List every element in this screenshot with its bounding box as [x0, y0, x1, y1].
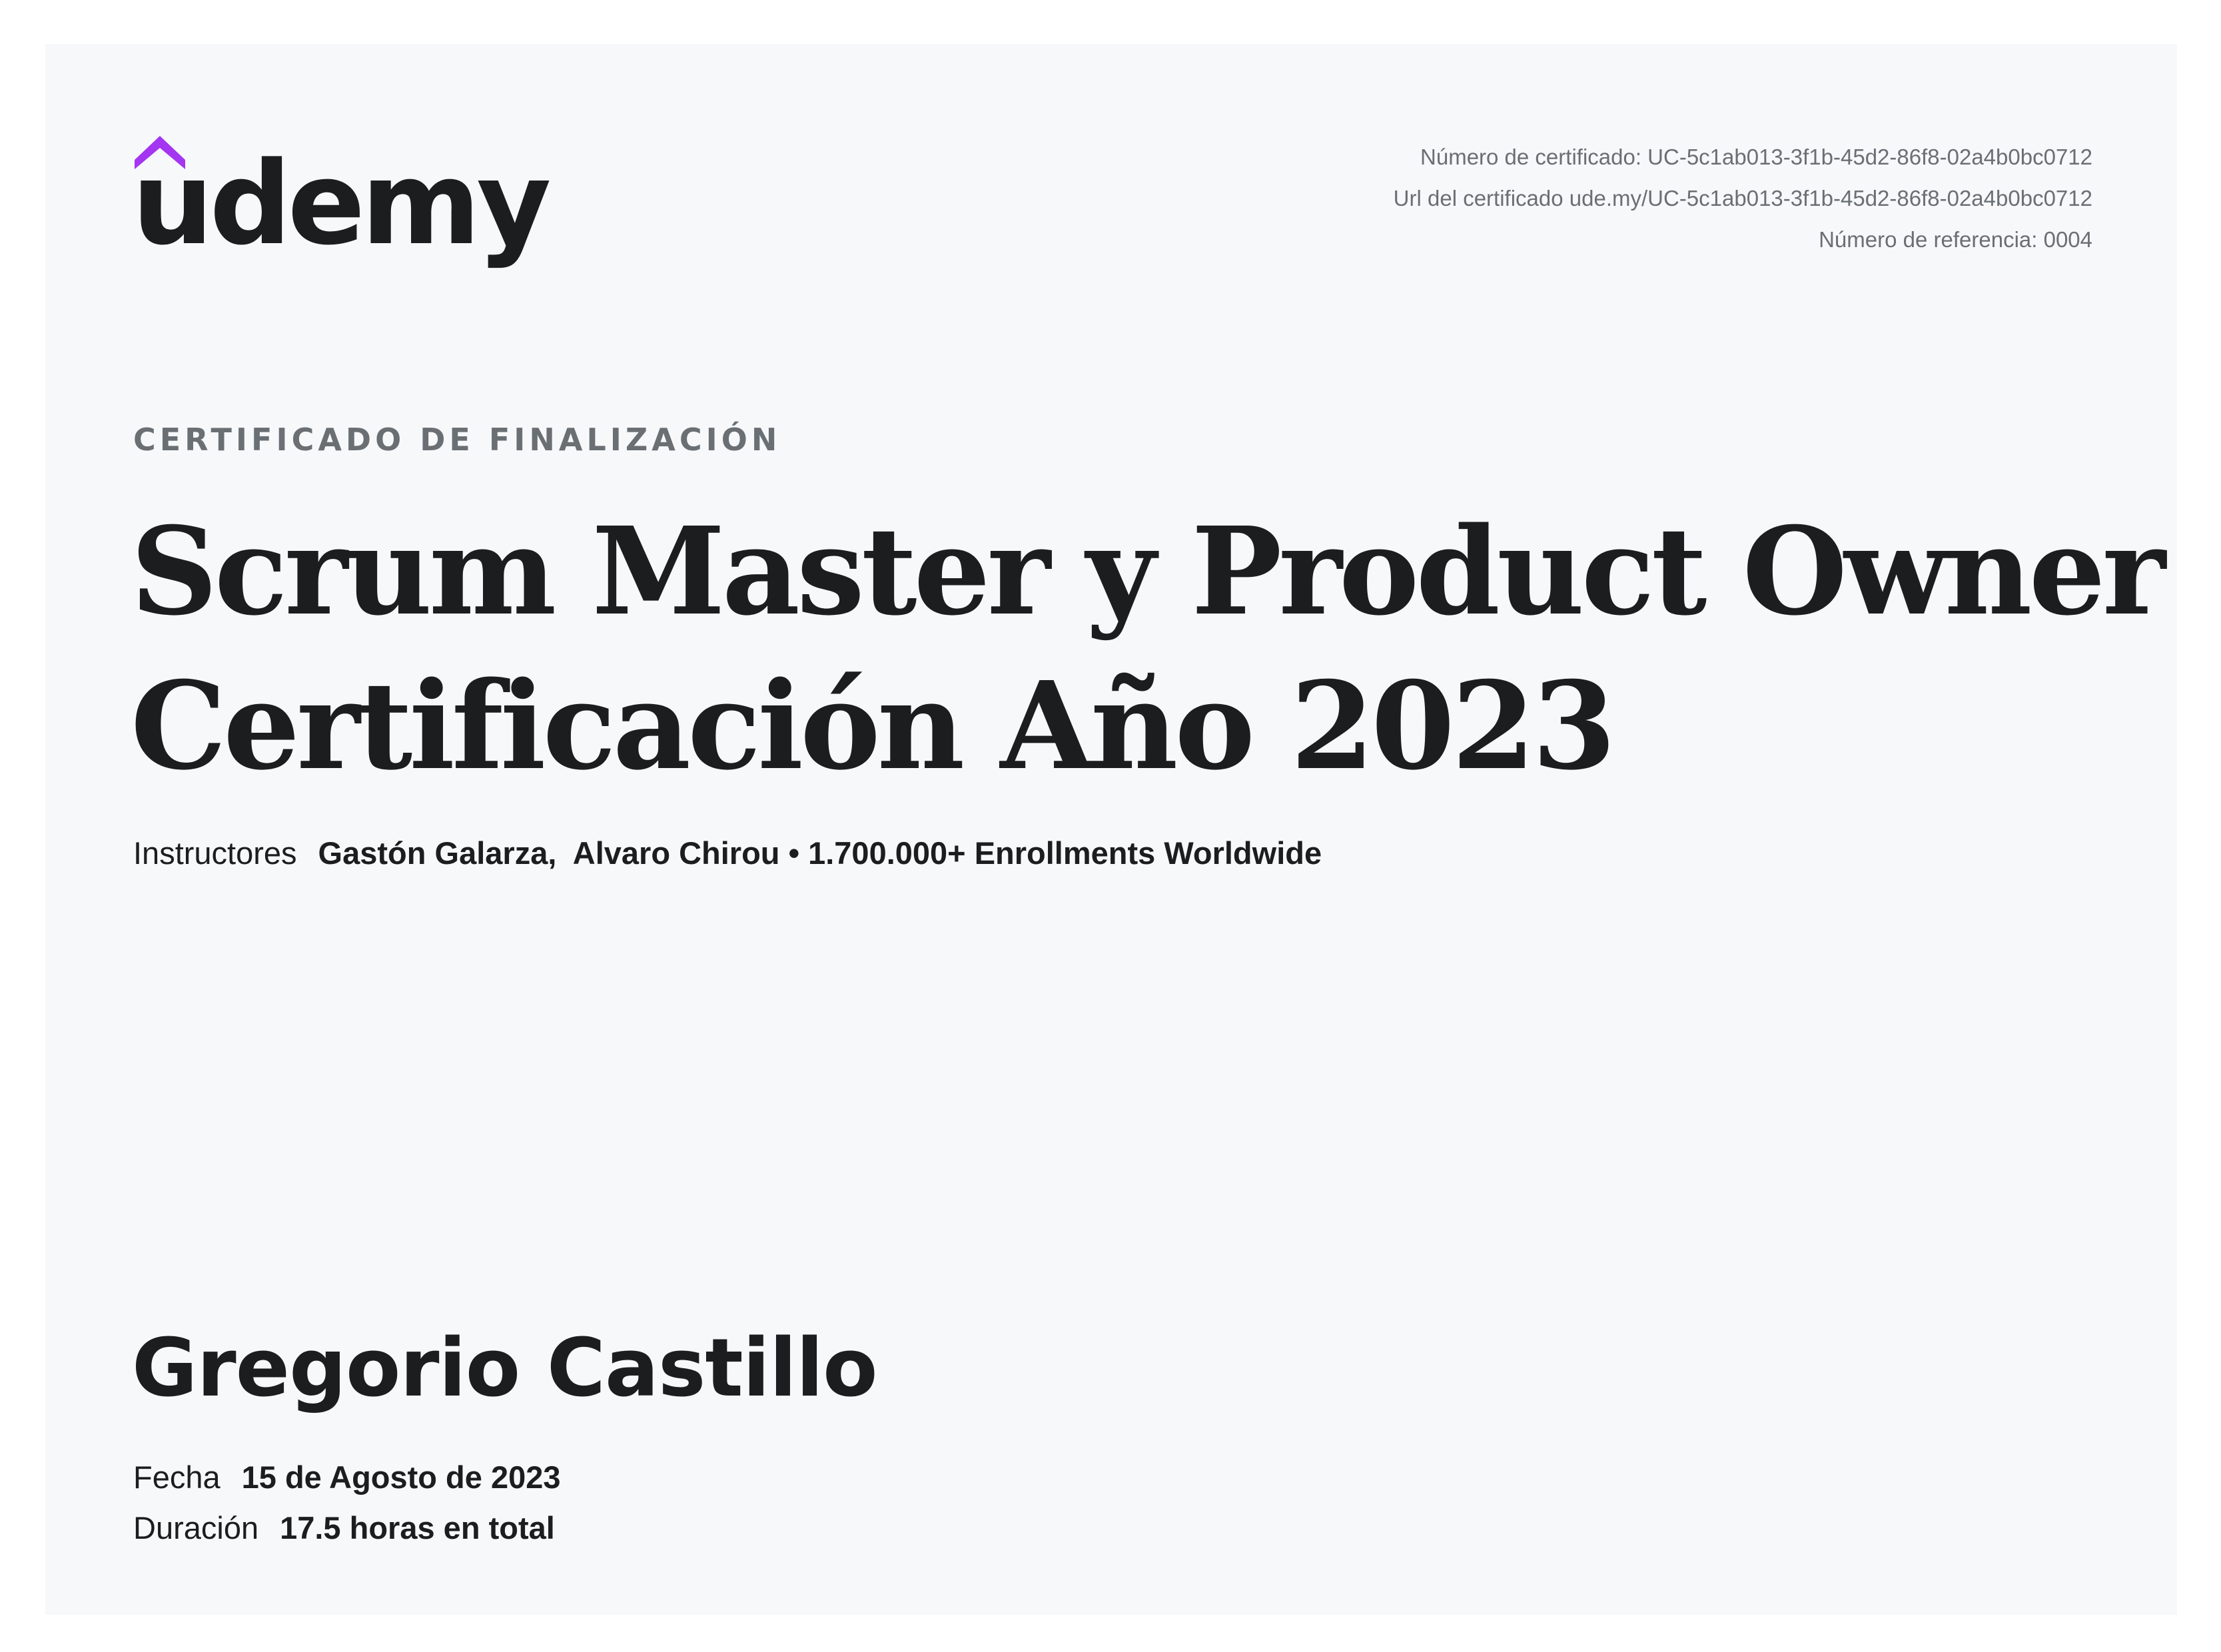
udemy-logo: [132, 133, 548, 273]
date-label: Fecha: [133, 1459, 221, 1495]
instructors-label: Instructores: [133, 835, 297, 871]
duration-label: Duración: [133, 1510, 259, 1545]
date-value: 15 de Agosto de 2023: [241, 1459, 561, 1495]
student-name: Gregorio Castillo: [132, 1322, 877, 1415]
certificate-eyebrow: CERTIFICADO DE FINALIZACIÓN: [133, 422, 781, 458]
certificate-number: Número de certificado: UC-5c1ab013-3f1b-45d2-86f8-02a4b0bc0712: [1420, 145, 2092, 169]
date-row: [133, 1459, 561, 1495]
certificate-url: Url del certificado ude.my/UC-5c1ab013-3f1b-45d2-86f8-02a4b0bc0712: [1393, 186, 2092, 210]
instructors-value: Gastón Galarza, Alvaro Chirou • 1.700.000+ Enrollments Worldwide: [318, 835, 1322, 871]
certificate-meta: [1394, 137, 2092, 260]
duration-row: [133, 1509, 555, 1546]
reference-number: Número de referencia: 0004: [1819, 227, 2092, 252]
course-title-line-1: Scrum Master y Product Owner: [131, 500, 2163, 642]
instructors-row: [133, 835, 1322, 871]
udemy-wordmark: udemy: [132, 137, 548, 270]
duration-value: 17.5 horas en total: [280, 1510, 555, 1545]
course-title-line-2: Certificación Año 2023: [131, 655, 1613, 797]
course-title: [131, 494, 2163, 803]
